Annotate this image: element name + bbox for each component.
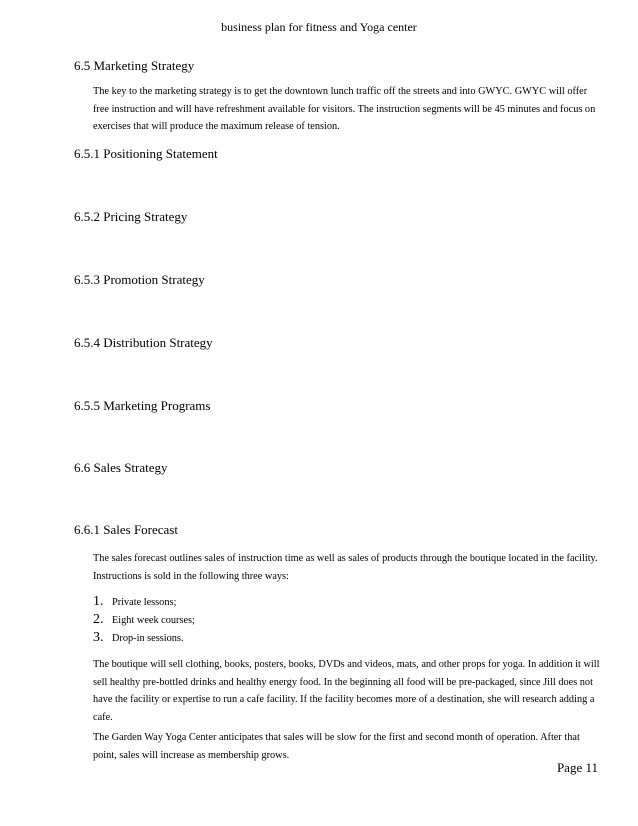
growth-paragraph: The Garden Way Yoga Center anticipates that sales will be slow for the first and second month of operation. After that point, sales will increase as membership grows. [93, 732, 580, 761]
list-item [93, 594, 176, 610]
list-item [93, 630, 184, 646]
list-item-text: Private lessons; [112, 597, 177, 608]
list-item [93, 612, 195, 628]
heading-distribution-strategy: 6.5.4 Distribution Strategy [74, 335, 213, 350]
boutique-paragraph: The boutique will sell clothing, books, posters, books, DVDs and videos, mats, and other props for yoga. In addition it will sell healthy pre-bottled drinks and healthy energy food. In the beginning all food will be pre-packaged, since Jill does not have the facility or expertise to run a cafe facility. If the facility becomes more of a destination, she will research adding a cafe. [93, 659, 600, 723]
heading-marketing-strategy: 6.5 Marketing Strategy [74, 58, 195, 73]
list-item-text: Drop-in sessions. [112, 633, 184, 644]
list-item-number: 3. [93, 630, 104, 645]
page-number: Page 11 [556, 760, 598, 775]
list-item-number: 1. [93, 594, 104, 609]
list-item-text: Eight week courses; [112, 615, 195, 626]
sales-forecast-intro: The sales forecast outlines sales of instruction time as well as sales of products through the boutique located in the facility. Instructions is sold in the following three ways: [93, 553, 598, 582]
heading-positioning-statement: 6.5.1 Positioning Statement [74, 146, 218, 161]
page-header: business plan for fitness and Yoga center [221, 20, 417, 34]
heading-pricing-strategy: 6.5.2 Pricing Strategy [74, 209, 188, 224]
heading-promotion-strategy: 6.5.3 Promotion Strategy [74, 272, 205, 287]
list-item-number: 2. [93, 612, 104, 627]
heading-sales-forecast: 6.6.1 Sales Forecast [74, 522, 178, 537]
heading-marketing-programs: 6.5.5 Marketing Programs [74, 398, 211, 413]
marketing-strategy-paragraph: The key to the marketing strategy is to get the downtown lunch traffic off the streets and into GWYC. GWYC will offer free instruction and will have refreshment available for visitors. The instruction segments will be 45 minutes and focus on exercises that will produce the maximum release of tension. [93, 86, 596, 132]
heading-sales-strategy: 6.6 Sales Strategy [74, 460, 168, 475]
